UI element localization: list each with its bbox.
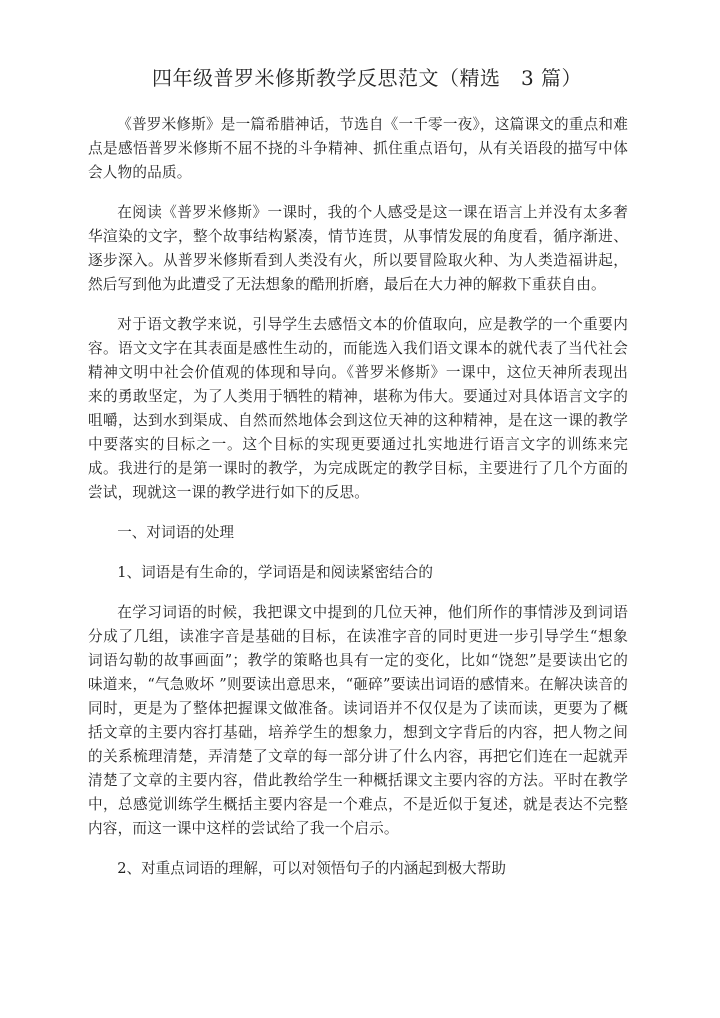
paragraph-reading-feeling: 在阅读《普罗米修斯》一课时，我的个人感受是这一课在语言上并没有太多奢华渲染的文字，整个故事结构紧凑，情节连贯，从事情发展的角度看，循序渐进、逐步深入。从普罗米修斯看到人类没有火，所以要冒险取火种、为人类造福讲起，然后写到他为此遭受了无法想象的酷刑折磨，最后在大力神的解救下重获自由。 — [88, 204, 628, 293]
document-body — [88, 113, 628, 897]
paragraph-vocabulary: 在学习词语的时候，我把课文中提到的几位天神，他们所作的事情涉及到词语分成了几组，读准字音是基础的目标，在读准字音的同时更进一步引导学生“想象词语勾勒的故事画面”；教学的策略也具有一定的变化，比如“饶恕”是要读出它的味道来，“气急败坏 ”则要读出意思来，“砸碎”要读出词语的感情来。在解决读音的同时，更是为了整体把握课文做准备。读词语并不仅仅是为了读而读，更要为了概括文章的主要内容打基础，培养学生的想象力，想到文字背后的内容，把人物之间的关系梳理清楚，弄清楚了文章的每一部分讲了什么内容，再把它们连在一起就弄清楚了文章的主要内容，借此教给学生一种概括课文主要内容的方法。平时在教学中，总感觉训练学生概括主要内容是一个难点，不是近似于复述，就是表达不完整内容，而这一课中这样的尝试给了我一个启示。 — [88, 604, 628, 837]
document-title: 四年级普罗米修斯教学反思范文（精选 3 篇） — [151, 66, 583, 90]
paragraph-teaching-value: 对于语文教学来说，引导学生去感悟文本的价值取向，应是教学的一个重要内容。语文文字在其表面是感性生动的，而能选入我们语文课本的就代表了当代社会精神文明中社会价值观的体现和导向。《普罗米修斯》一课中，这位天神所表现出来的勇敢坚定，为了人类用于牺牲的精神，堪称为伟大。要通过对具体语言文字的咀嚼，达到水到渠成、自然而然地体会到这位天神的这种精神，是在这一课的教学中要落实的目标之一。这个目标的实现更要通过扎实地进行语言文字的训练来完成。我进行的是第一课时的教学，为完成既定的教学目标，主要进行了几个方面的尝试，现就这一课的教学进行如下的反思。 — [88, 316, 628, 501]
subheading-vocabulary: 1、词语是有生命的，学词语是和阅读紧密结合的 — [117, 564, 433, 581]
section-heading: 一、对词语的处理 — [117, 524, 234, 541]
paragraph-intro: 《普罗米修斯》是一篇希腊神话，节选自《一千零一夜》，这篇课文的重点和难点是感悟普罗米修斯不屈不挠的斗争精神、抓住重点语句，从有关语段的描写中体会人物的品质。 — [88, 116, 628, 181]
subheading-key-words: 2、对重点词语的理解，可以对领悟句子的内涵起到极大帮助 — [117, 860, 506, 877]
